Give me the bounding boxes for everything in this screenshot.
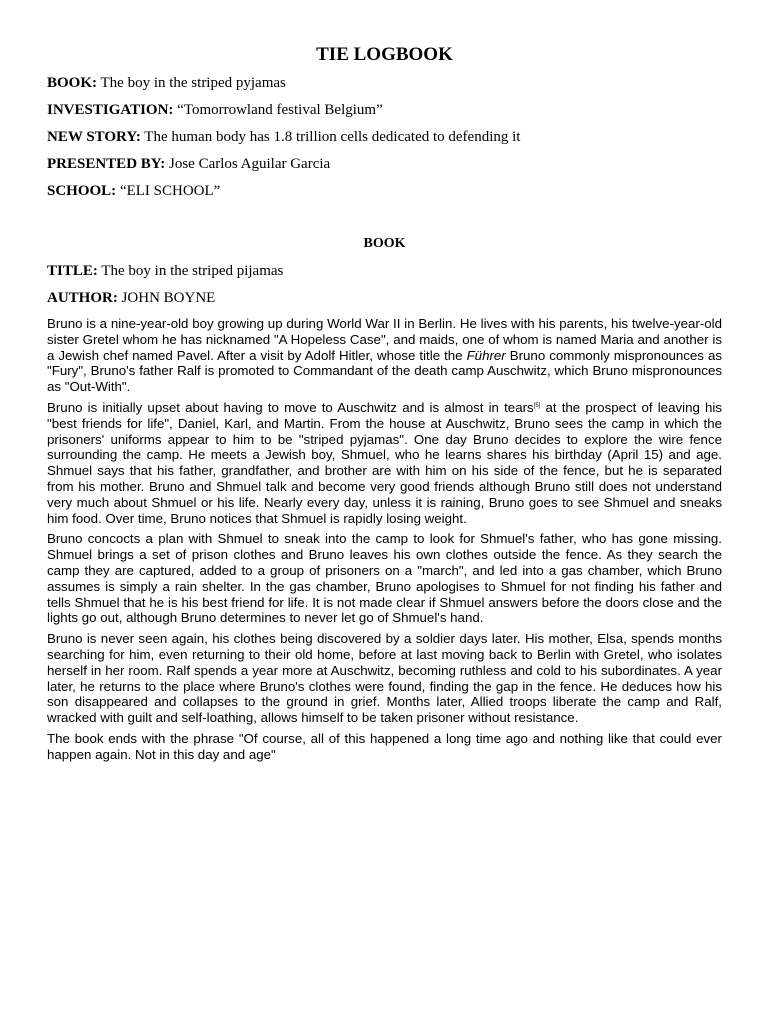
meta-value: “ELI SCHOOL” <box>116 183 221 199</box>
meta-value: Jose Carlos Aguilar Garcia <box>165 156 331 172</box>
meta-school <box>47 182 722 200</box>
paragraph-text: Bruno commonly mispronounces as "Fury", Bruno's father Ralf is promoted to Commandant of the death camp Auschwitz, which Bruno mispronounces as "Out-With". <box>47 347 722 395</box>
spacer <box>47 209 722 235</box>
paragraph-text: Bruno is initially upset about having to move to Auschwitz and is almost in tears <box>47 399 534 415</box>
meta-label: INVESTIGATION: <box>47 102 174 118</box>
meta-label: PRESENTED BY: <box>47 156 166 172</box>
meta-investigation <box>47 101 722 119</box>
meta-label: NEW STORY: <box>47 129 141 145</box>
meta-new-story <box>47 128 722 146</box>
emphasis-text: Führer <box>466 347 506 363</box>
meta-label: BOOK: <box>47 75 98 91</box>
section-heading-book: BOOK <box>363 236 406 251</box>
book-author-line <box>47 289 722 307</box>
book-title-line <box>47 262 722 280</box>
meta-value: JOHN BOYNE <box>117 290 216 306</box>
meta-value: The human body has 1.8 trillion cells dedicated to defending it <box>140 129 521 145</box>
paragraph-text: Bruno is a nine-year-old boy growing up during World War II in Berlin. He lives with his parents, his twelve-year-old sister Gretel whom he has nicknamed "A Hopeless Case", and maids, one of whom is named Maria and another is a Jewish chef named Pavel. After a visit by Adolf Hitler, whose title the <box>47 316 722 363</box>
meta-value: The boy in the striped pyjamas <box>97 75 286 91</box>
meta-label: TITLE: <box>47 263 98 279</box>
summary-paragraph-4: Bruno is never seen again, his clothes being discovered by a soldier days later. His mother, Elsa, spends months searching for him, even returning to their old home, before at last moving back to Berlin with Gretel, who isolates herself in her room. Ralf spends a year more at Auschwitz, becoming ruthless and cold to his subordinates. A year later, he returns to the place where Bruno's clothes were found, finding the gap in the fence. He deduces how his son disappeared and collapses to the ground in grief. Months later, Allied troops liberate the camp and Ralf, wracked with guilt and self-loathing, allows himself to be taken prisoner without resistance. <box>47 631 722 726</box>
summary-paragraph-3: Bruno concocts a plan with Shmuel to sneak into the camp to look for Shmuel's father, who has gone missing. Shmuel brings a set of prison clothes and Bruno leaves his own clothes outside the fence. As they search the camp they are captured, added to a group of prisoners on a "march", and led into a gas chamber, which Bruno assumes is simply a rain shelter. In the gas chamber, Bruno apologises to Shmuel for not finding his father and tells Shmuel that he is his best friend for life. It is not made clear if Shmuel answers before the doors close and the lights go out, although Bruno determines to never let go of Shmuel's hand. <box>47 531 722 626</box>
page-title: TIE LOGBOOK <box>316 44 453 65</box>
meta-label: AUTHOR: <box>47 290 118 306</box>
meta-book <box>47 74 722 92</box>
meta-value: “Tomorrowland festival Belgium” <box>173 102 383 118</box>
citation-reference[interactable]: [5] <box>533 402 541 409</box>
meta-label: SCHOOL: <box>47 183 117 199</box>
summary-paragraph-1 <box>47 316 722 395</box>
document-page <box>47 42 722 768</box>
meta-presented-by <box>47 155 722 173</box>
summary-paragraph-5: The book ends with the phrase "Of course, all of this happened a long time ago and nothing like that could ever happen again. Not in this day and age" <box>47 730 722 762</box>
paragraph-text: at the prospect of leaving his "best friends for life", Daniel, Karl, and Martin. From the house at Auschwitz, Bruno sees the camp in which the prisoners' uniforms appear to him to be "striped pyjamas". One day Bruno decides to explore the wire fence surrounding the camp. He meets a Jewish boy, Shmuel, who he learns shares his birthday (April 15) and age. Shmuel says that his father, grandfather, and brother are with him on his side of the fence, but he is separated from his mother. Bruno and Shmuel talk and become very good friends although Bruno still does not understand very much about Shmuel or his life. Nearly every day, unless it is raining, Bruno goes to see Shmuel and sneaks him food. Over time, Bruno notices that Shmuel is rapidly losing weight. <box>47 399 723 526</box>
meta-value: The boy in the striped pijamas <box>97 263 284 279</box>
summary-paragraph-2 <box>47 400 722 526</box>
